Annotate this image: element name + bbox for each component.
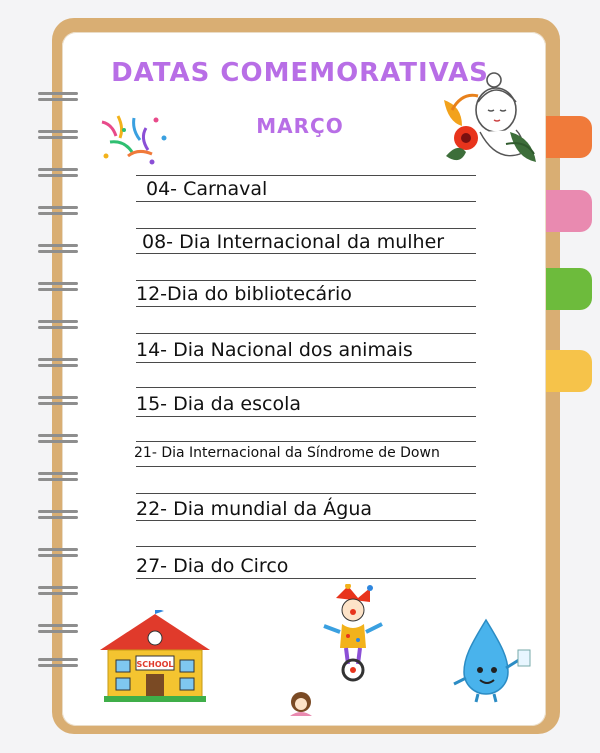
spiral-ring bbox=[38, 586, 78, 596]
list-item: 08- Dia Internacional da mulher bbox=[142, 231, 445, 253]
list-rule bbox=[136, 362, 476, 363]
list-rule bbox=[136, 520, 476, 521]
spiral-ring bbox=[38, 548, 78, 558]
school-icon bbox=[96, 610, 214, 704]
list-rule bbox=[136, 493, 476, 494]
spiral-ring bbox=[38, 320, 78, 330]
spiral-ring bbox=[38, 658, 78, 668]
list-rule bbox=[136, 333, 476, 334]
spiral-ring bbox=[38, 624, 78, 634]
list-rule bbox=[136, 578, 476, 579]
tab-green[interactable] bbox=[546, 268, 592, 310]
spiral-ring bbox=[38, 130, 78, 140]
list-rule bbox=[136, 416, 476, 417]
tab-yellow[interactable] bbox=[546, 350, 592, 392]
list-rule bbox=[136, 546, 476, 547]
spiral-ring bbox=[38, 510, 78, 520]
spiral-ring bbox=[38, 244, 78, 254]
spiral-ring bbox=[38, 396, 78, 406]
list-rule bbox=[136, 466, 476, 467]
list-item: 22- Dia mundial da Água bbox=[136, 498, 373, 520]
list-item: 27- Dia do Circo bbox=[136, 555, 289, 577]
spiral-ring bbox=[38, 282, 78, 292]
list-rule bbox=[136, 228, 476, 229]
spiral-ring bbox=[38, 358, 78, 368]
clown-icon bbox=[318, 584, 388, 682]
woman-flowers-icon bbox=[440, 70, 540, 170]
spiral-ring bbox=[38, 168, 78, 178]
page-title: DATAS COMEMORATIVAS bbox=[111, 58, 489, 88]
list-item: 15- Dia da escola bbox=[136, 393, 301, 415]
list-rule bbox=[136, 280, 476, 281]
list-rule bbox=[136, 175, 476, 176]
list-rule bbox=[136, 306, 476, 307]
tab-orange[interactable] bbox=[546, 116, 592, 158]
list-item: 14- Dia Nacional dos animais bbox=[136, 339, 413, 361]
list-rule bbox=[136, 387, 476, 388]
spiral-ring bbox=[38, 206, 78, 216]
list-rule bbox=[136, 201, 476, 202]
spiral-ring bbox=[38, 92, 78, 102]
list-item: 04- Carnaval bbox=[146, 178, 268, 200]
list-rule bbox=[136, 441, 476, 442]
list-item: 12-Dia do bibliotecário bbox=[136, 283, 352, 305]
confetti-icon bbox=[94, 112, 174, 174]
school-sign: SCHOOL bbox=[136, 660, 174, 669]
spiral-ring bbox=[38, 434, 78, 444]
spiral-ring bbox=[38, 472, 78, 482]
month-title: MARÇO bbox=[256, 114, 344, 138]
avatar-logo bbox=[284, 690, 318, 720]
water-drop-icon bbox=[452, 618, 538, 704]
list-item: 21- Dia Internacional da Síndrome de Down bbox=[134, 445, 440, 461]
tab-pink[interactable] bbox=[546, 190, 592, 232]
list-rule bbox=[136, 253, 476, 254]
